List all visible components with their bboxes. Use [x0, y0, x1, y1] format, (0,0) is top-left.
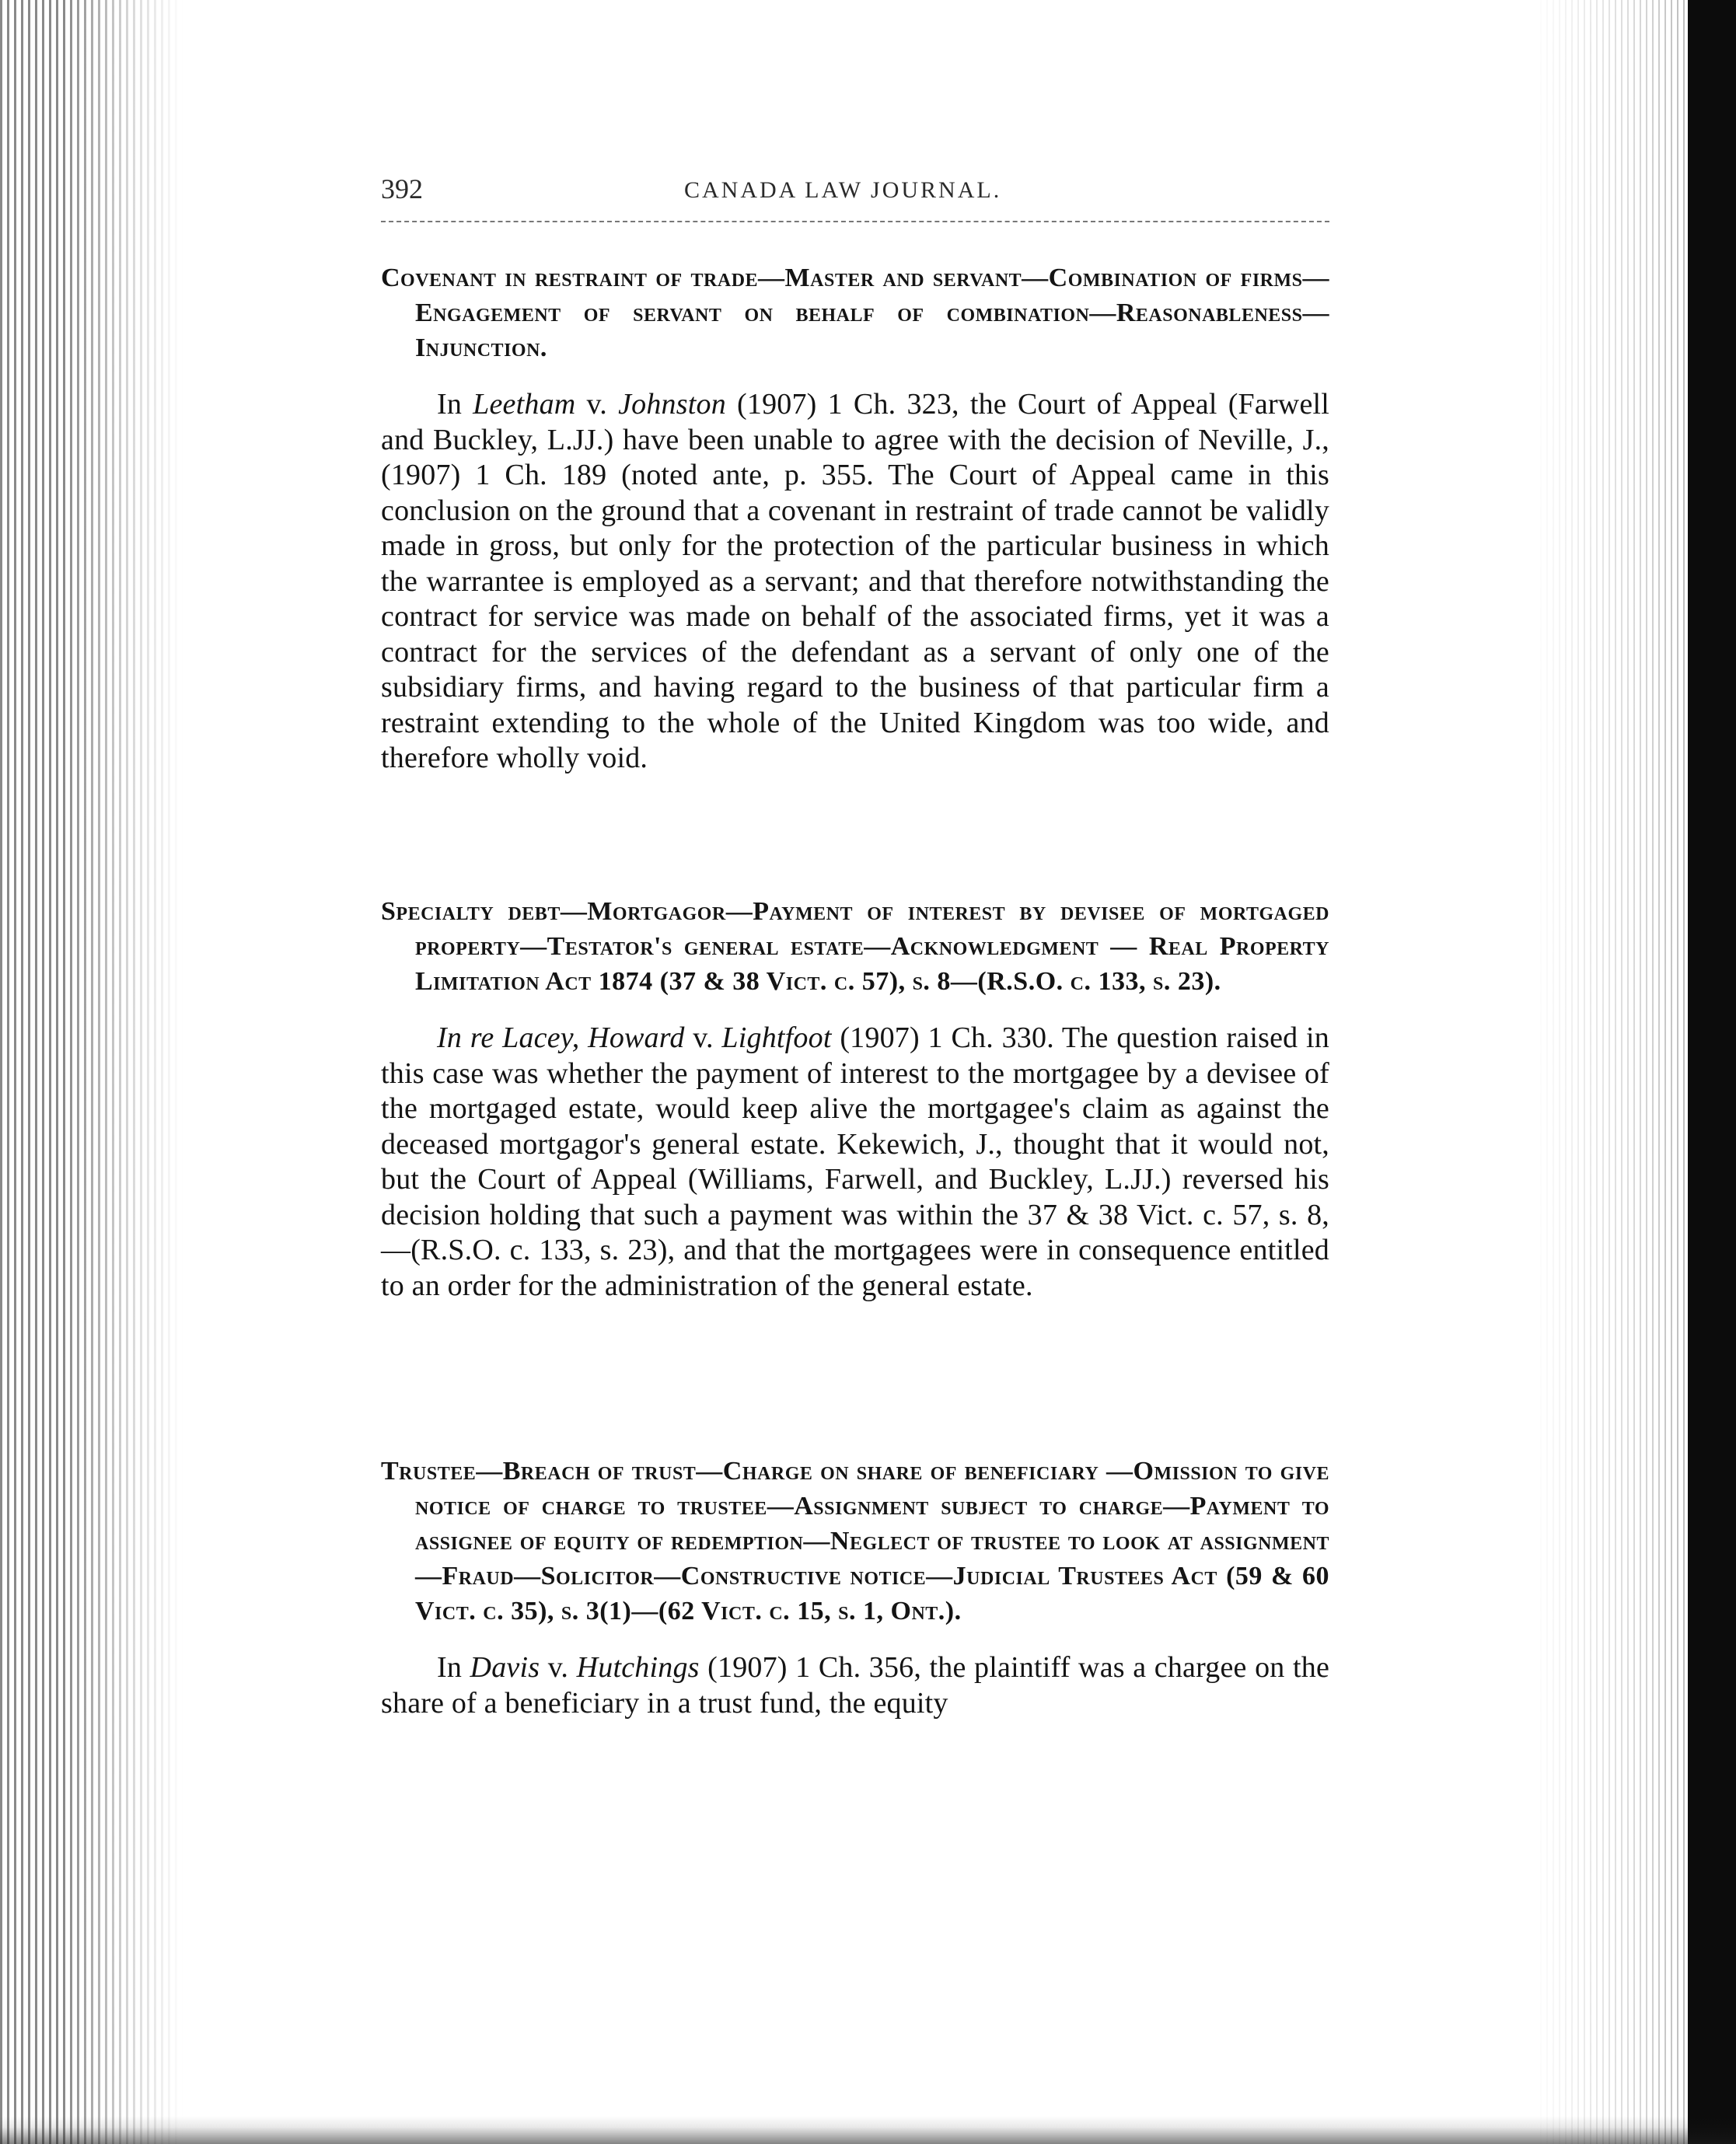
paragraph-text: (1907) 1 Ch. 330. The question raised in this case was whether the payment of interest to the mortgagee by a devisee of the mortgaged estate, would keep alive the mortgagee's claim as against the deceased mortgagor's general estate. Kekewich, J., thought that it would not, but the Court of Appeal (Williams, Farwell, and Buckley, L.JJ.) reversed his decision holding that such a payment was within the 37 & 38 Vict. c. 57, s. 8,—(R.S.O. c. 133, s. 23), and that the mortgagees were in consequence entitled to an order for the administration of the general estate. [381, 1021, 1330, 1302]
case-versus: v. [586, 388, 607, 421]
scan-right-edge-noise [1534, 0, 1689, 2144]
case-party-2: Johnston [618, 388, 726, 421]
section-covenant-restraint-of-trade [381, 260, 1329, 777]
running-head: CANADA LAW JOURNAL. [684, 177, 1002, 203]
case-party-1: Davis [470, 1651, 540, 1684]
case-party-1: Leetham [473, 388, 576, 421]
scan-bottom-edge [0, 2116, 1736, 2144]
header-rule [381, 221, 1329, 222]
section-paragraph: In Davis v. Hutchings (1907) 1 Ch. 356, the plaintiff was a chargee on the share of a beneficiary in a trust fund, the equity [381, 1651, 1330, 1720]
case-party-2: Hutchings [576, 1651, 700, 1684]
scan-right-edge-bar [1688, 0, 1736, 2144]
case-party-1: In re Lacey, Howard [437, 1021, 685, 1054]
section-paragraph [381, 1021, 1329, 1304]
paragraph-text: (1907) 1 Ch. 356, the plaintiff was a chargee on the share of a beneficiary in a trust fund, the equity [381, 1651, 1330, 1720]
scan-left-edge [0, 0, 183, 2144]
section-specialty-debt [381, 894, 1329, 1304]
case-versus: v. [547, 1651, 569, 1684]
case-party-2: Lightfoot [721, 1021, 832, 1054]
section-headnote: Specialty debt—Mortgagor—Payment of interest by devisee of mortgaged property—Testator's general estate—Acknowledgment — Real Property Limitation Act 1874 (37 & 38 Vict. c. 57), s. 8—(R.S.O. c. 133, s. 23). [381, 897, 1329, 996]
page-number: 392 [381, 173, 423, 204]
section-headnote: Trustee—Breach of trust—Charge on share of beneficiary —Omission to give notice of charge to trustee—Assignment subject to charge—Payment to assignee of equity of redemption—Neglect of trustee to look at assignment—Fraud—Solicitor—Constructive notice—Judicial Trustees Act (59 & 60 Vict. c. 35), s. 3(1)—(62 Vict. c. 15, s. 1, Ont.). [381, 1457, 1329, 1625]
section-trustee-breach-of-trust [381, 1454, 1329, 1721]
page-header [381, 173, 1329, 219]
section-paragraph: In Leetham v. Johnston (1907) 1 Ch. 323, the Court of Appeal (Farwell and Buckley, L.JJ.) have been unable to agree with the decision of Neville, J., (1907) 1 Ch. 189 (noted ante, p. 355. The Court of Appeal came in this conclusion on the ground that a covenant in restraint of trade cannot be validly made in gross, but only for the protection of the particular business in which the warrantee is employed as a servant; and that therefore notwithstanding the contract for service was made on behalf of the associated firms, yet it was a contract for the services of the defendant as a servant of only one of the subsidiary firms, and having regard to the business of that particular firm a restraint extending to the whole of the United Kingdom was too wide, and therefore wholly void. [381, 388, 1330, 774]
section-headnote: Covenant in restraint of trade—Master and servant—Combination of firms—Engagement of servant on behalf of combination—Reasonableness—Injunction. [381, 264, 1329, 362]
case-versus: v. [693, 1021, 714, 1054]
paragraph-text: (1907) 1 Ch. 323, the Court of Appeal (Farwell and Buckley, L.JJ.) have been unable to agree with the decision of Neville, J., (1907) 1 Ch. 189 (noted ante, p. 355. The Court of Appeal came in this conclusion on the ground that a covenant in restraint of trade cannot be validly made in gross, but only for the protection of the particular business in which the warrantee is employed as a servant; and that therefore notwithstanding the contract for service was made on behalf of the associated firms, yet it was a contract for the services of the defendant as a servant of only one of the subsidiary firms, and having regard to the business of that particular firm a restraint extending to the whole of the United Kingdom was too wide, and therefore wholly void. [381, 388, 1330, 774]
